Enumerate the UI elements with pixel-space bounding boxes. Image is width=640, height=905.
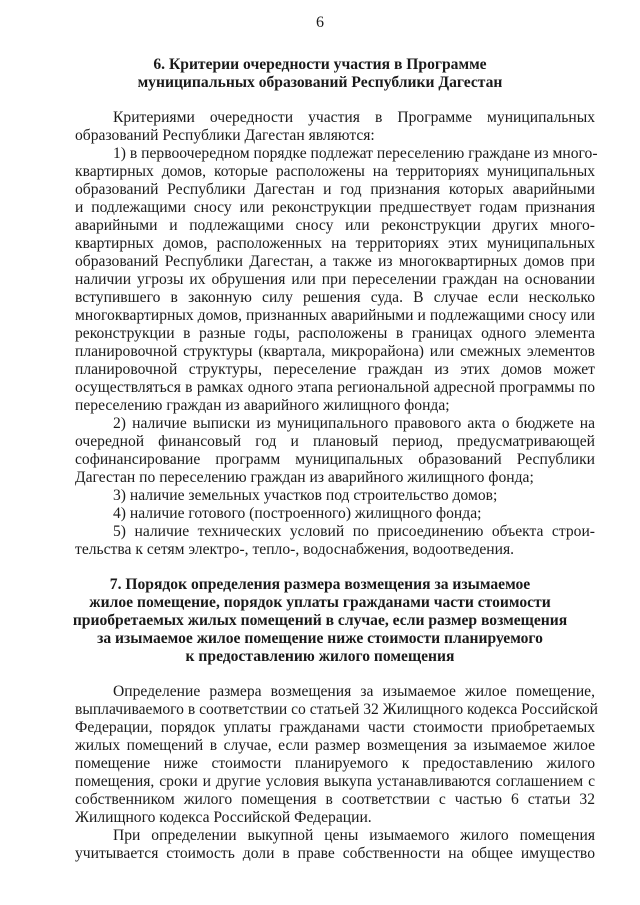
section7-heading-line: 7. Порядок определения размера возмещения за изымаемое: [109, 576, 531, 593]
section6-heading-line: муниципальных образований Республики Дагестан: [137, 74, 503, 91]
item2-line: Дагестан по переселению граждан из аварийного жилищного фонда;: [75, 469, 534, 486]
section6-intro-line: Критериями очередности участия в Программе муниципальных: [113, 109, 595, 126]
item1-line: осуществляться в рамках одного этапа региональной адресной программы по: [75, 379, 595, 396]
section6-heading-line: 6. Критерии очередности участия в Программе: [153, 56, 487, 73]
section7-heading-line: к предоставлению жилого помещения: [185, 648, 455, 665]
section7-para1-line: Федерации, порядок уплаты гражданами части стоимости приобретаемых: [75, 719, 595, 736]
section7-para1-line: выплачиваемого в соответствии со статьей 32 Жилищного кодекса Российской: [75, 701, 598, 718]
section7-para1-line: собственником жилого помещения в соответствии с частью 6 статьи 32: [75, 791, 595, 808]
item1-line: планировочной структуры, переселение граждан из этих домов может: [75, 361, 595, 378]
section7-heading-line: жилое помещение, порядок уплаты гражданами части стоимости: [89, 594, 551, 611]
section7-para1-line: жилых помещений в случае, если размер возмещения за изымаемое жилое: [75, 737, 595, 754]
item2-line: софинансирование программ муниципальных образований Республики: [75, 451, 595, 468]
section7-para1-line: Жилищного кодекса Российской Федерации.: [75, 809, 372, 826]
section7-heading-line: приобретаемых жилых помещений в случае, если размер возмещения: [72, 612, 568, 629]
section7-para2-line: учитывается стоимость доли в праве собственности на общее имущество: [75, 845, 595, 862]
item1-line: и подлежащими сносу или реконструкции предшествует годам признания: [75, 199, 595, 216]
item3-line: 3) наличие земельных участков под строительство домов;: [113, 487, 498, 504]
item2-line: очередной финансовый год и плановый период, предусматривающей: [75, 433, 595, 450]
item1-line: реконструкции в разные годы, расположены в границах одного элемента: [75, 325, 595, 342]
section7-heading-line: за изымаемое жилое помещение ниже стоимости планируемого: [97, 630, 543, 647]
section6-intro-line: образований Республики Дагестан являются:: [75, 127, 375, 144]
item1-line: квартирных домов, расположенных на территориях этих муниципальных: [75, 235, 595, 252]
section7-para2-line: При определении выкупной цены изымаемого жилого помещения: [113, 827, 595, 844]
item1-line: вступившего в законную силу решения суда. В случае если несколько: [75, 289, 595, 306]
item2-line: 2) наличие выписки из муниципального правового акта о бюджете на: [113, 415, 595, 432]
section7-para1-line: Определение размера возмещения за изымаемое жилое помещение,: [113, 683, 595, 700]
item1-line: наличии угрозы их обрушения или при переселении граждан на основании: [75, 271, 595, 288]
page-number: 6: [316, 14, 324, 31]
section7-para1-line: помещения, сроки и другие условия выкупа устанавливаются соглашением с: [75, 773, 595, 790]
section7-para1-line: помещение ниже стоимости планируемого к предоставлению жилого: [75, 755, 595, 772]
item1-line: образований Республики Дагестан, а также из многоквартирных домов при: [75, 253, 595, 270]
item1-line: аварийными и подлежащими сносу или реконструкции других много-: [75, 217, 595, 234]
item5-line: 5) наличие технических условий по присоединению объекта строи-: [113, 523, 595, 540]
item1-line: квартирных домов, которые расположены на территориях муниципальных: [75, 163, 595, 180]
item1-line: образований Республики Дагестан и год признания которых аварийными: [75, 181, 595, 198]
item4-line: 4) наличие готового (построенного) жилищного фонда;: [113, 505, 482, 522]
item1-line: планировочной структуры (квартала, микрорайона) или смежных элементов: [75, 343, 595, 360]
item1-line: 1) в первоочередном порядке подлежат переселению граждане из много-: [113, 145, 598, 162]
item1-line: многоквартирных домов, признанных аварийными и подлежащими сносу или: [75, 307, 595, 324]
item5-line: тельства к сетям электро-, тепло-, водоснабжения, водоотведения.: [75, 541, 515, 558]
item1-line: переселению граждан из аварийного жилищного фонда;: [75, 397, 450, 414]
